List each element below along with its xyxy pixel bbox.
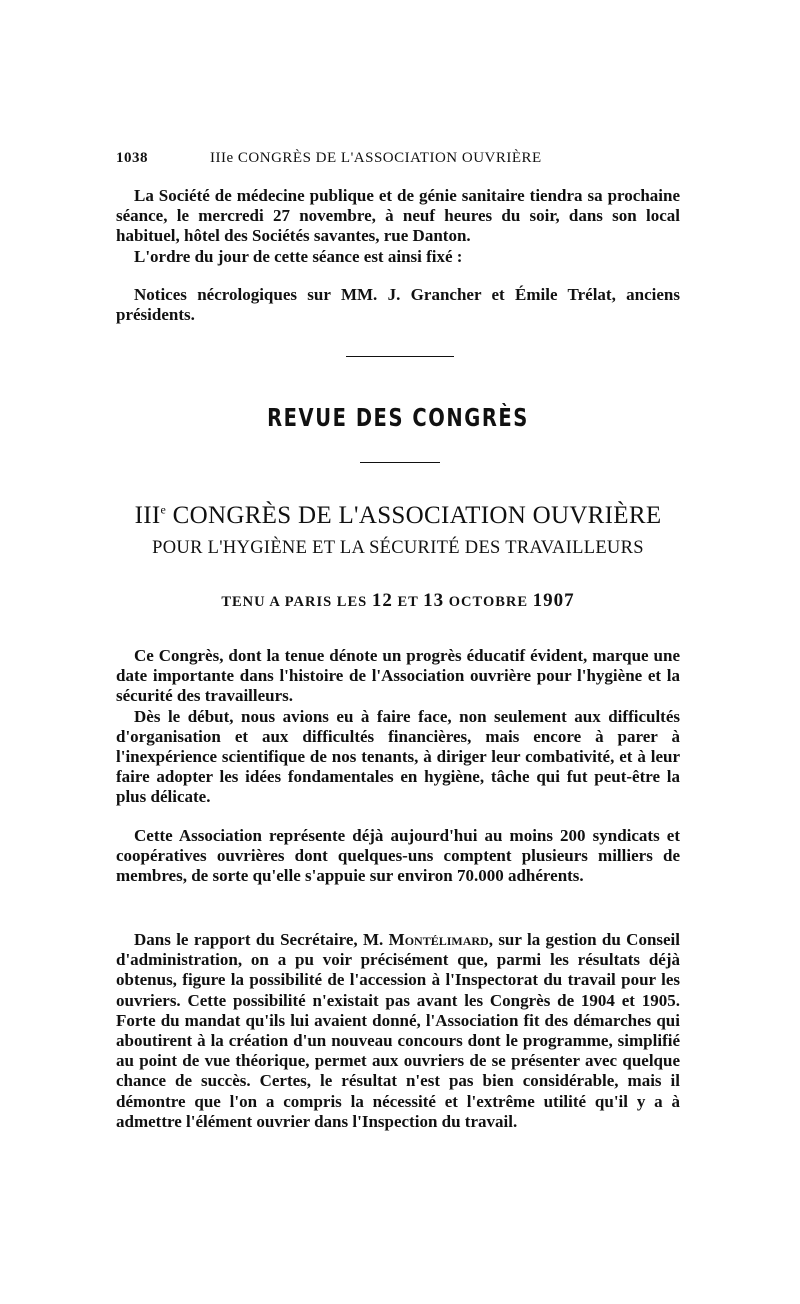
notice-paragraph-3: Notices nécrologiques sur MM. J. Grancher et Émile Trélat, anciens présidents. <box>116 284 680 325</box>
p4-text-before: Dans le rapport du Secrétaire, M. <box>134 930 389 949</box>
secretary-name: Montélimard <box>388 930 489 949</box>
held-and: ET <box>397 594 419 610</box>
notice-block <box>116 186 680 325</box>
held-day-2: 13 <box>423 590 445 611</box>
p4-text-after: , sur la gestion du Conseil d'administration, on a pu voir précisément que, parmi les résultats déjà obtenus, figure la possibilité de l'accession à l'Inspectorat du travail pour les ouvriers. Cette possibilité n'existait pas avant les Congrès de 1904 et 1905. Forte du mandat qu'ils lui avaient donné, l'Association fit des démarches qui aboutirent à la création d'un nouveau concours dont le programme, simplifié au point de vue théorique, permet aux ouvriers de se présenter avec quelque chance de succès. Certes, le résultat n'est pas bien considérable, mais il démontre que l'on a compris la nécessité et l'extrême utilité qu'il y a à admettre l'élément ouvrier dans l'Inspection du travail. <box>116 930 681 1131</box>
held-line <box>116 590 680 612</box>
article-paragraph-1: Ce Congrès, dont la tenue dénote un progrès éducatif évident, marque une date importante dans l'histoire de l'Association ouvrière pour l'hygiène et la sécurité des travailleurs. <box>116 646 680 706</box>
title-superscript: e <box>160 502 167 517</box>
article-body-3 <box>116 930 680 1132</box>
running-title: IIIe CONGRÈS DE L'ASSOCIATION OUVRIÈRE <box>210 150 542 166</box>
article-paragraph-4 <box>116 930 680 1132</box>
held-month: OCTOBRE <box>448 594 529 610</box>
section-heading: REVUE DES CONGRÈS <box>267 403 529 432</box>
separator-rule-bottom <box>360 462 440 463</box>
held-year: 1907 <box>532 590 575 611</box>
article-paragraph-3: Cette Association représente déjà aujourd'hui au moins 200 syndicats et coopératives ouvrières dont quelques-uns comptent plusieurs milliers de membres, de sorte qu'elle s'appuie sur environ 70.000 adhérents. <box>116 826 680 886</box>
article-title <box>116 502 680 530</box>
page-number: 1038 <box>116 150 148 166</box>
held-prefix: TENU A PARIS LES <box>221 594 368 610</box>
separator-rule-top <box>346 356 454 357</box>
article-paragraph-2: Dès le début, nous avions eu à faire face, non seulement aux difficultés d'organisation et aux difficultés financières, mais encore à parer à l'inexpérience scientifique de nos tenants, à diriger leur combativité, et à leur faire adopter les idées fondamentales en hygiène, tâche qui fut peut-être la plus délicate. <box>116 706 680 807</box>
article-body-1 <box>116 646 680 808</box>
running-head <box>116 150 680 167</box>
notice-paragraph-1: La Société de médecine publique et de génie sanitaire tiendra sa prochaine séance, le mercredi 27 novembre, à neuf heures du soir, dans son local habituel, hôtel des Sociétés savantes, rue Danton. <box>116 186 680 246</box>
title-text: CONGRÈS DE L'ASSOCIATION OUVRIÈRE <box>166 502 662 529</box>
notice-paragraph-2: L'ordre du jour de cette séance est ainsi fixé : <box>134 246 463 266</box>
article-subtitle: POUR L'HYGIÈNE ET LA SÉCURITÉ DES TRAVAILLEURS <box>152 538 644 558</box>
title-numeral: III <box>134 502 161 529</box>
held-day-1: 12 <box>371 590 393 611</box>
article-body-2 <box>116 826 680 887</box>
